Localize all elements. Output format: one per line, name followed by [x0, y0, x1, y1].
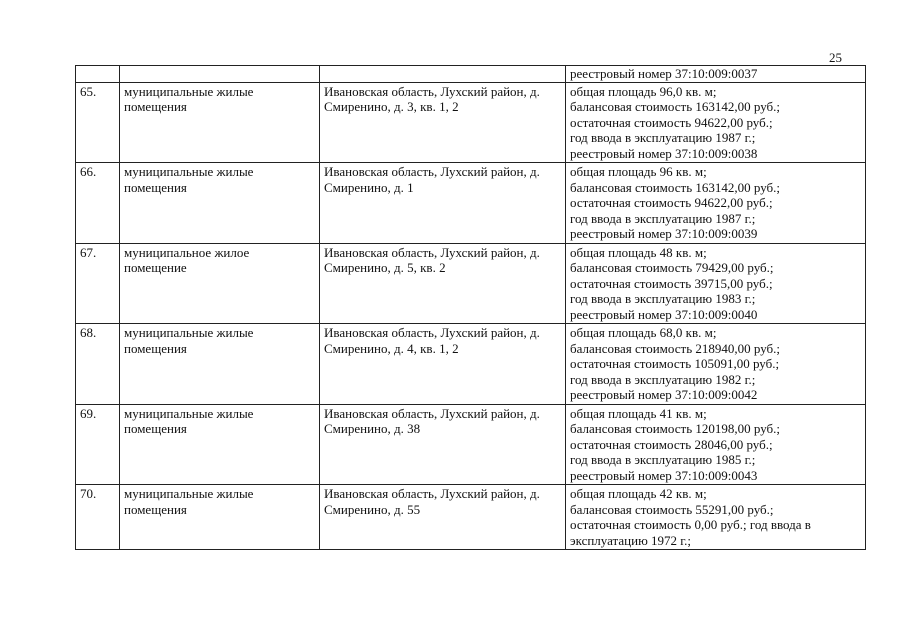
info-registry-number: реестровый номер 37:10:009:0043 [570, 467, 758, 483]
info-residual-value: остаточная стоимость 0,00 руб.; год ввода в [570, 517, 811, 532]
object-info [566, 163, 866, 244]
table-row [76, 163, 866, 244]
cell-name [120, 66, 320, 83]
table-row [76, 243, 866, 324]
info-area: общая площадь 41 кв. м; [570, 405, 707, 421]
info-year: год ввода в эксплуатацию 1983 г.; [570, 291, 756, 306]
info-year: год ввода в эксплуатацию 1985 г.; [570, 452, 756, 467]
object-name: муниципальное жилое помещение [120, 243, 320, 324]
table-row [76, 324, 866, 405]
info-area: общая площадь 96 кв. м; [570, 164, 707, 179]
object-address: Ивановская область, Лухский район, д. Смиренино, д. 3, кв. 1, 2 [320, 82, 566, 163]
info-year: год ввода в эксплуатацию 1987 г.; [570, 130, 756, 145]
info-registry-number: реестровый номер 37:10:009:0040 [570, 306, 758, 322]
object-name: муниципальные жилые помещения [120, 82, 320, 163]
object-info [566, 485, 866, 550]
info-year: год ввода в эксплуатацию 1987 г.; [570, 210, 756, 226]
info-residual-value: остаточная стоимость 94622,00 руб.; [570, 114, 773, 130]
object-info [566, 404, 866, 485]
info-book-value: балансовая стоимость 163142,00 руб.; [570, 179, 780, 195]
info-book-value: балансовая стоимость 218940,00 руб.; [570, 340, 780, 356]
continuation-row [76, 66, 866, 83]
row-number: 66. [76, 163, 120, 244]
info-registry-number: реестровый номер 37:10:009:0038 [570, 145, 758, 161]
info-residual-value: остаточная стоимость 94622,00 руб.; [570, 195, 773, 210]
info-residual-value: остаточная стоимость 105091,00 руб.; [570, 356, 780, 371]
info-registry-number: реестровый номер 37:10:009:0042 [570, 387, 758, 402]
info-residual-value: остаточная стоимость 28046,00 руб.; [570, 436, 773, 452]
row-number: 65. [76, 82, 120, 163]
info-residual-value: остаточная стоимость 39715,00 руб.; [570, 275, 773, 291]
row-number: 68. [76, 324, 120, 405]
object-address: Ивановская область, Лухский район, д. Смиренино, д. 5, кв. 2 [320, 243, 566, 324]
info-book-value: балансовая стоимость 120198,00 руб.; [570, 421, 780, 436]
property-registry-table [75, 65, 866, 550]
info-year: год ввода в эксплуатацию 1982 г.; [570, 371, 756, 387]
table-row [76, 82, 866, 163]
object-address: Ивановская область, Лухский район, д. Смиренино, д. 38 [320, 404, 566, 485]
info-area: общая площадь 68,0 кв. м; [570, 325, 717, 340]
cell-address [320, 66, 566, 83]
object-address: Ивановская область, Лухский район, д. Смиренино, д. 55 [320, 485, 566, 550]
info-year: эксплуатацию 1972 г.; [570, 532, 692, 548]
object-name: муниципальные жилые помещения [120, 404, 320, 485]
info-line: реестровый номер 37:10:009:0037 [570, 66, 758, 81]
row-number: 67. [76, 243, 120, 324]
object-name: муниципальные жилые помещения [120, 324, 320, 405]
object-info [566, 243, 866, 324]
row-number: 69. [76, 404, 120, 485]
table-row [76, 404, 866, 485]
info-book-value: балансовая стоимость 163142,00 руб.; [570, 99, 780, 114]
info-area: общая площадь 96,0 кв. м; [570, 83, 717, 99]
info-book-value: балансовая стоимость 79429,00 руб.; [570, 260, 774, 275]
object-info [566, 82, 866, 163]
page-number: 25 [829, 50, 842, 65]
info-book-value: балансовая стоимость 55291,00 руб.; [570, 501, 774, 517]
object-name: муниципальные жилые помещения [120, 163, 320, 244]
object-address: Ивановская область, Лухский район, д. Смиренино, д. 1 [320, 163, 566, 244]
object-address: Ивановская область, Лухский район, д. Смиренино, д. 4, кв. 1, 2 [320, 324, 566, 405]
info-area: общая площадь 42 кв. м; [570, 486, 707, 501]
table-row [76, 485, 866, 550]
info-area: общая площадь 48 кв. м; [570, 244, 707, 260]
info-registry-number: реестровый номер 37:10:009:0039 [570, 226, 758, 241]
object-info [566, 324, 866, 405]
cell-num [76, 66, 120, 83]
cell-info [566, 66, 866, 83]
row-number: 70. [76, 485, 120, 550]
object-name: муниципальные жилые помещения [120, 485, 320, 550]
